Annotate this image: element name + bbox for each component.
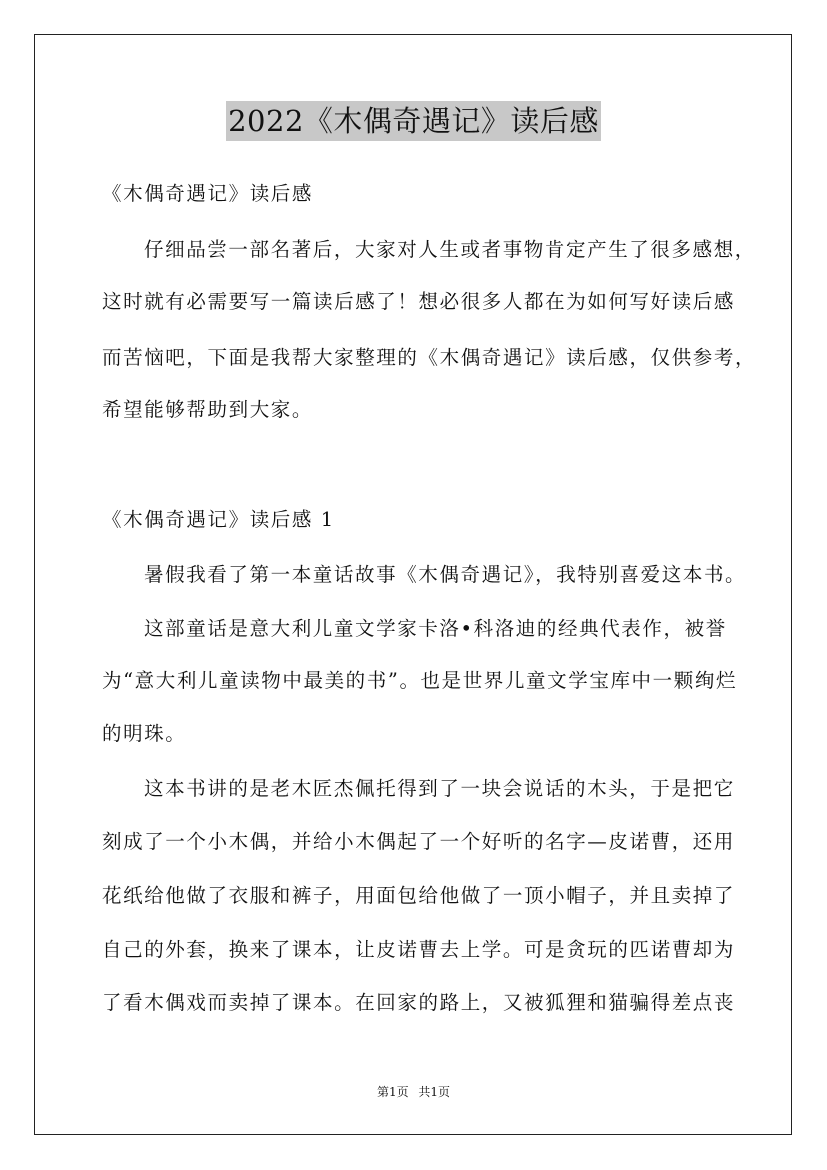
intro-line-4: 希望能够帮助到大家。 [102, 398, 314, 421]
paragraph-line: 自己的外套，换来了课本，让皮诺曹去上学。可是贪玩的匹诺曹却为 [102, 938, 736, 961]
intro-line-3: 而苦恼吧，下面是我帮大家整理的《木偶奇遇记》读后感，仅供参考， [102, 346, 757, 369]
intro-line-1: 仔细品尝一部名著后，大家对人生或者事物肯定产生了很多感想， [144, 238, 756, 261]
section-heading: 《木偶奇遇记》读后感 1 [102, 508, 335, 531]
page-total: 共1页 [418, 1085, 451, 1099]
paragraph-line: 刻成了一个小木偶，并给小木偶起了一个好听的名字—皮诺曹，还用 [102, 830, 736, 853]
paragraph-line: 暑假我看了第一本童话故事《木偶奇遇记》，我特别喜爱这本书。 [144, 563, 747, 586]
document-title: 2022《木偶奇遇记》读后感 [226, 101, 601, 141]
paragraph-line: 这部童话是意大利儿童文学家卡洛•科洛迪的经典代表作，被誉 [144, 617, 727, 640]
paragraph-line: 为“意大利儿童读物中最美的书”。也是世界儿童文学宝库中一颗绚烂 [102, 669, 738, 692]
page-number: 第1页 [376, 1085, 409, 1099]
page-footer [0, 1084, 827, 1100]
paragraph-line: 这本书讲的是老木匠杰佩托得到了一块会说话的木头，于是把它 [144, 777, 735, 800]
title-container [0, 101, 827, 141]
intro-line-2: 这时就有必需要写一篇读后感了！想必很多人都在为如何写好读后感 [102, 290, 736, 313]
paragraph-line: 花纸给他做了衣服和裤子，用面包给他做了一顶小帽子，并且卖掉了 [102, 884, 736, 907]
paragraph-line: 了看木偶戏而卖掉了课本。在回家的路上，又被狐狸和猫骗得差点丧 [102, 991, 736, 1014]
paragraph-line: 的明珠。 [102, 722, 187, 745]
subtitle: 《木偶奇遇记》读后感 [102, 182, 314, 205]
